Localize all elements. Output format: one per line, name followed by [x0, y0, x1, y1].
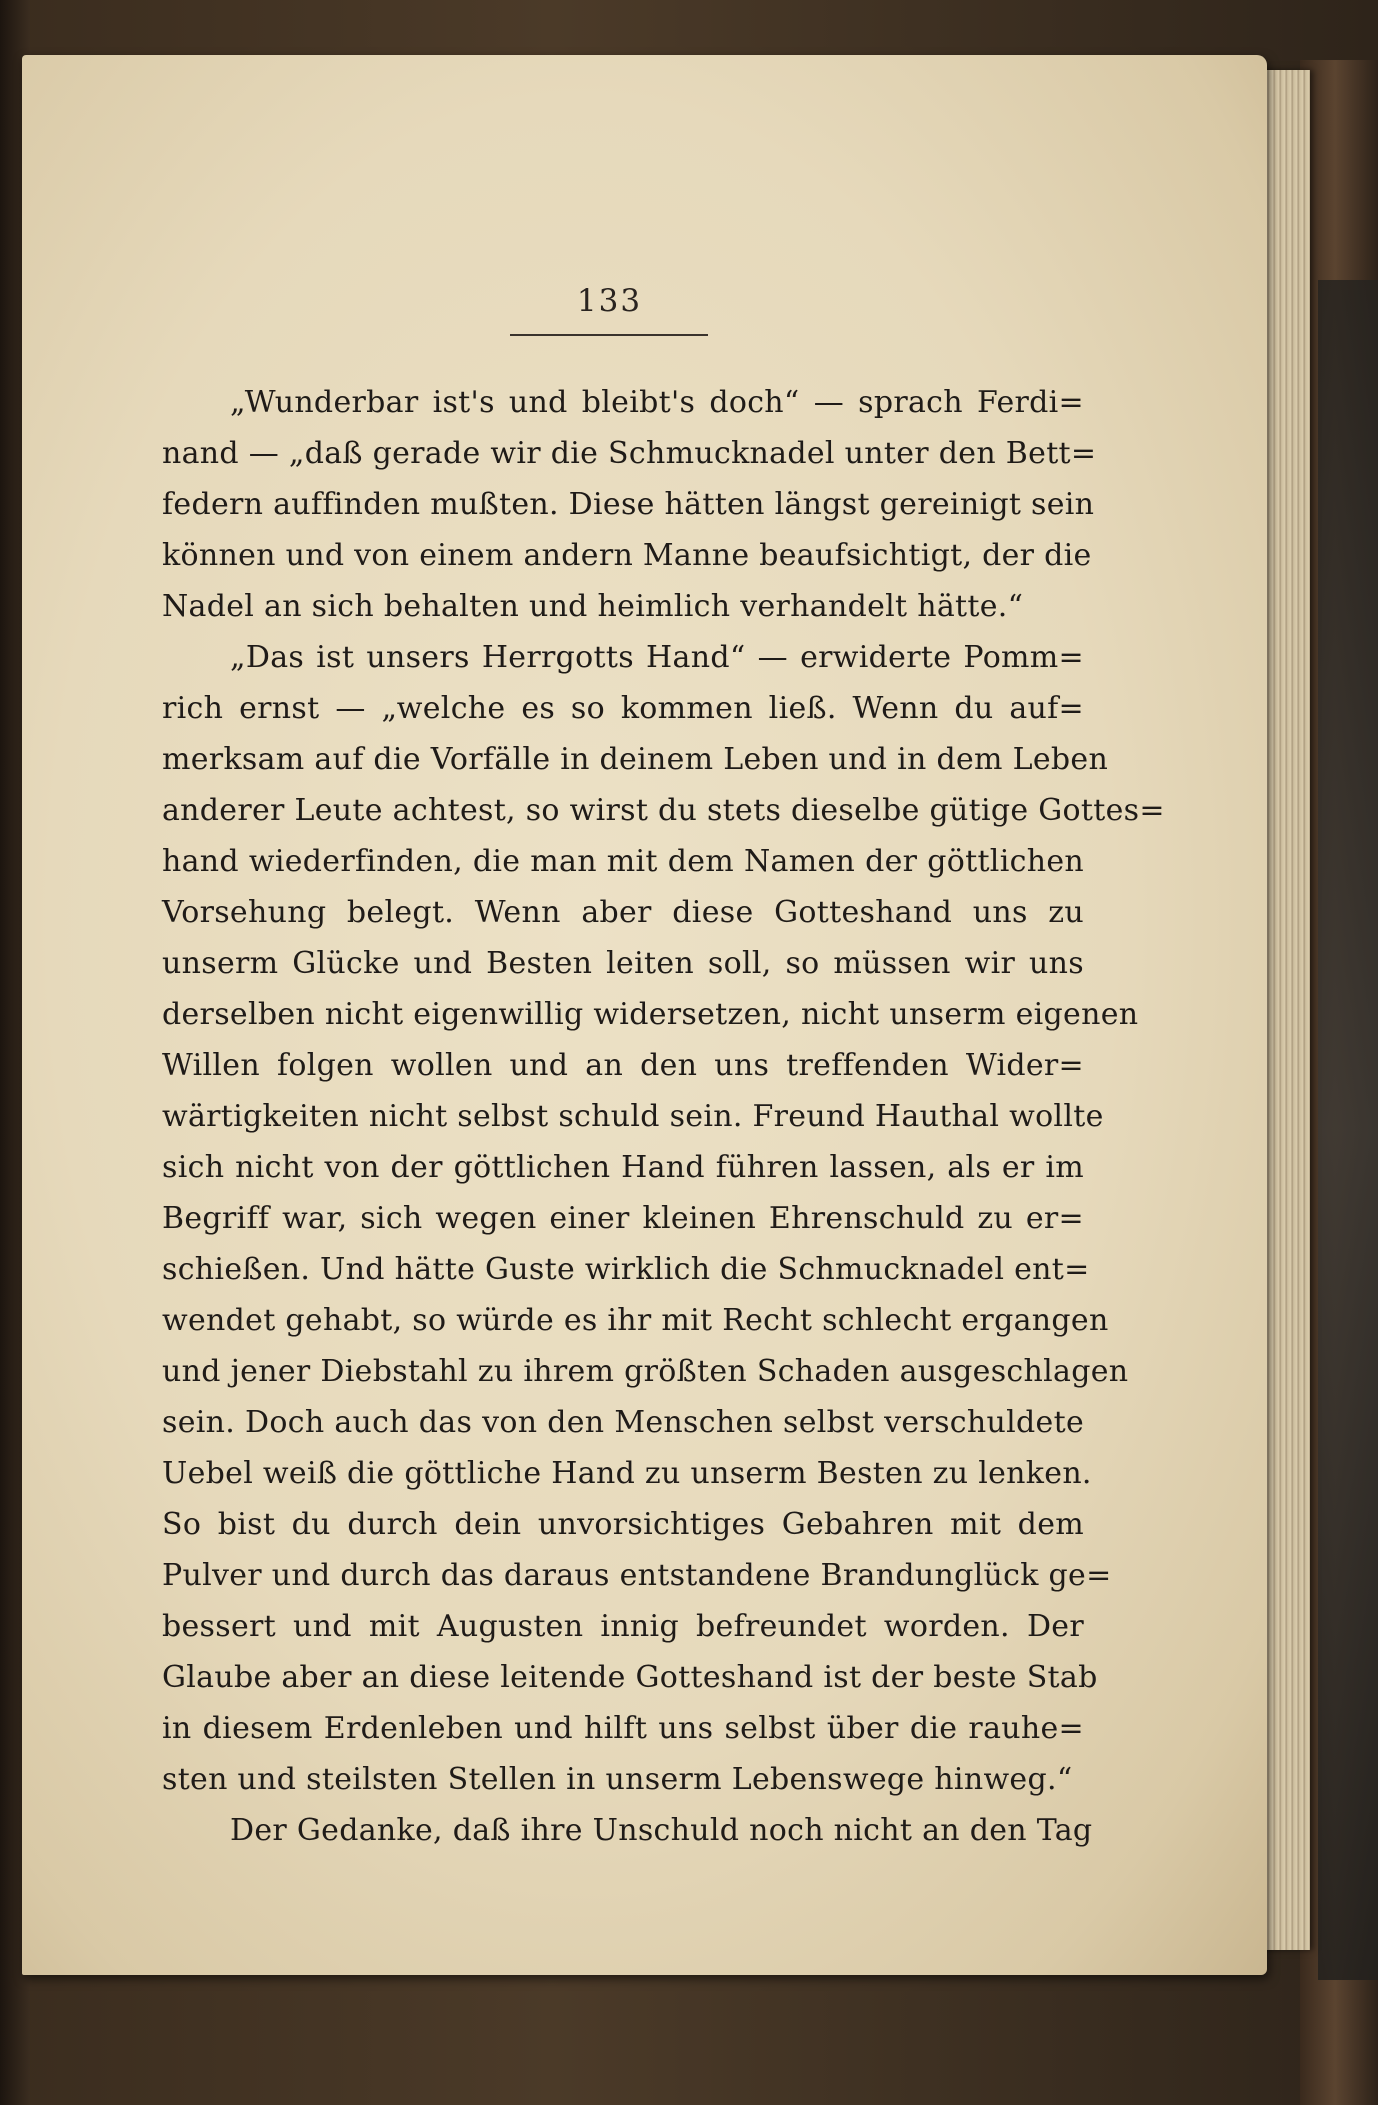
book-page — [22, 55, 1267, 1975]
text-line: rich ernst — „welche es so kommen ließ. Wenn du auf= — [162, 691, 1084, 726]
text-line: anderer Leute achtest, so wirst du stets dieselbe gütige Gottes= — [162, 793, 1165, 828]
text-line: sten und steilsten Stellen in unserm Lebenswege hinweg.“ — [162, 1762, 1073, 1797]
text-line: sein. Doch auch das von den Menschen selbst verschuldete — [162, 1405, 1084, 1440]
text-line: bessert und mit Augusten innig befreundet worden. Der — [162, 1609, 1084, 1644]
text-line: sich nicht von der göttlichen Hand führen lassen, als er im — [162, 1150, 1084, 1185]
text-line: derselben nicht eigenwillig widersetzen, nicht unserm eigenen — [162, 997, 1139, 1032]
text-line: „Wunderbar ist's und bleibt's doch“ — sprach Ferdi= — [230, 385, 1084, 420]
book-binding-right — [1300, 60, 1378, 2105]
text-line: wärtigkeiten nicht selbst schuld sein. Freund Hauthal wollte — [162, 1099, 1104, 1134]
text-line: unserm Glücke und Besten leiten soll, so müssen wir uns — [162, 946, 1084, 981]
binding-dark-patch — [1318, 280, 1378, 1980]
text-line: nand — „daß gerade wir die Schmucknadel unter den Bett= — [162, 436, 1097, 471]
body-text — [162, 377, 1165, 1856]
text-line: Begriff war, sich wegen einer kleinen Ehrenschuld zu er= — [162, 1201, 1084, 1236]
text-line: Pulver und durch das daraus entstandene Brandunglück ge= — [162, 1558, 1112, 1593]
text-line: schießen. Und hätte Guste wirklich die Schmucknadel ent= — [162, 1252, 1090, 1287]
page-number: 133 — [576, 283, 643, 319]
text-line: und jener Diebstahl zu ihrem größten Schaden ausgeschlagen — [162, 1354, 1129, 1389]
text-line: Der Gedanke, daß ihre Unschuld noch nicht an den Tag — [230, 1813, 1093, 1848]
text-line: merksam auf die Vorfälle in deinem Leben und in dem Leben — [162, 742, 1109, 777]
text-line: Willen folgen wollen und an den uns treffenden Wider= — [162, 1048, 1084, 1083]
text-line: wendet gehabt, so würde es ihr mit Recht schlecht ergangen — [162, 1303, 1109, 1338]
text-line: hand wiederfinden, die man mit dem Namen der göttlichen — [162, 844, 1084, 879]
text-line: Nadel an sich behalten und heimlich verhandelt hätte.“ — [162, 589, 1024, 624]
text-line: Vorsehung belegt. Wenn aber diese Gotteshand uns zu — [162, 895, 1084, 930]
text-line: Glaube aber an diese leitende Gotteshand ist der beste Stab — [162, 1660, 1098, 1695]
text-line: können und von einem andern Manne beaufsichtigt, der die — [162, 538, 1092, 573]
text-line: federn auffinden mußten. Diese hätten längst gereinigt sein — [162, 487, 1095, 522]
text-line: Uebel weiß die göttliche Hand zu unserm Besten zu lenken. — [162, 1456, 1092, 1491]
text-line: So bist du durch dein unvorsichtiges Gebahren mit dem — [162, 1507, 1084, 1542]
text-line: in diesem Erdenleben und hilft uns selbst über die rauhe= — [162, 1711, 1084, 1746]
header-rule — [510, 334, 708, 336]
text-line: „Das ist unsers Herrgotts Hand“ — erwiderte Pomm= — [230, 640, 1084, 675]
